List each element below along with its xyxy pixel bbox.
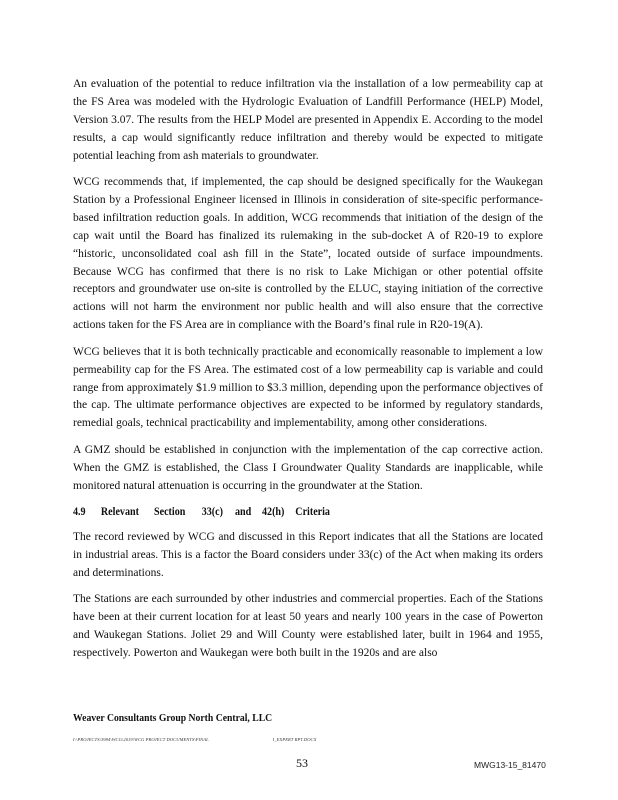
footer-file-path [73, 737, 317, 742]
heading-word: Criteria [295, 505, 330, 518]
heading-word: and [235, 505, 252, 518]
paragraph-industrial-areas: The record reviewed by WCG and discussed in this Report indicates that all the Stations are located in industrial areas. This is a factor the Board considers under 33(c) of the Act when making its orders and determinations. [73, 530, 543, 579]
paragraph-help-model: An evaluation of the potential to reduce infiltration via the installation of a low permeability cap at the FS Area was modeled with the Hydrologic Evaluation of Landfill Performance (HELP) Model, Version 3.07. The results from the HELP Model are presented in Appendix E. According to the model results, a cap would significantly reduce infiltration and thereby would be expected to mitigate potential leaching from ash materials to groundwater. [73, 78, 543, 162]
heading-word: 42(h) [262, 505, 285, 518]
heading-word: Relevant [100, 505, 139, 518]
body-text [73, 76, 543, 671]
paragraph-gmz: A GMZ should be established in conjunction with the implementation of the cap corrective action. When the GMZ is established, the Class I Groundwater Quality Standards are inapplicable, while monitored natural attenuation is occurring in the groundwater at the Station. [73, 443, 543, 492]
paragraph-stations-history: The Stations are each surrounded by other industries and commercial properties. Each of the Stations have been at their current location for at least 50 years and nearly 100 years in the case of Powerton and Waukegan Stations. Joliet 29 and Will County were established later, built in 1964 and 1955, respectively. Powerton and Waukegan were both built in the 1920s and are also [73, 593, 543, 659]
paragraph-practicable: WCG believes that it is both technically practicable and economically reasonable to implement a low permeability cap for the FS Area. The estimated cost of a low permeability cap is variable and could range from approximately $1.9 million to $3.3 million, depending upon the performance objectives of the cap. The ultimate performance objectives are expected to be informed by regulatory standards, remedial goals, technical practicability and implementability, among other considerations. [73, 345, 543, 430]
footer-file-name: I_EXPERT RPT.DOCX [272, 737, 317, 742]
footer-company: Weaver Consultants Group North Central, LLC [73, 712, 273, 724]
heading-word: Section [154, 505, 186, 518]
section-number: 4.9 [73, 505, 86, 518]
page-number: 53 [296, 756, 308, 770]
footer-path-text: I:\PROJECTS\3984\WCG\2019\WCG PROJECT DOCUMENTS\FINAL [73, 737, 209, 742]
section-heading [73, 504, 496, 521]
paragraph-wcg-recommends: WCG recommends that, if implemented, the cap should be designed specifically for the Waukegan Station by a Professional Engineer licensed in Illinois in consideration of site-specific performance-based infiltration reduction goals. In addition, WCG recommends that initiation of the design of the cap wait until the Board has finalized its rulemaking in the sub-docket A of R20-19 to explore “historic, unconsolidated coal ash fill in the State”, located outside of surface impoundments. Because WCG has confirmed that there is no risk to Lake Michigan or other potential offsite receptors and groundwater use on-site is controlled by the ELUC, staying initiation of the corrective actions will not harm the environment nor public health and will also ensure that the corrective actions taken for the FS Area are in compliance with the Board’s final rule in R20-19(A). [73, 176, 543, 332]
document-id: MWG13-15_81470 [474, 760, 546, 770]
heading-word: 33(c) [201, 505, 223, 518]
